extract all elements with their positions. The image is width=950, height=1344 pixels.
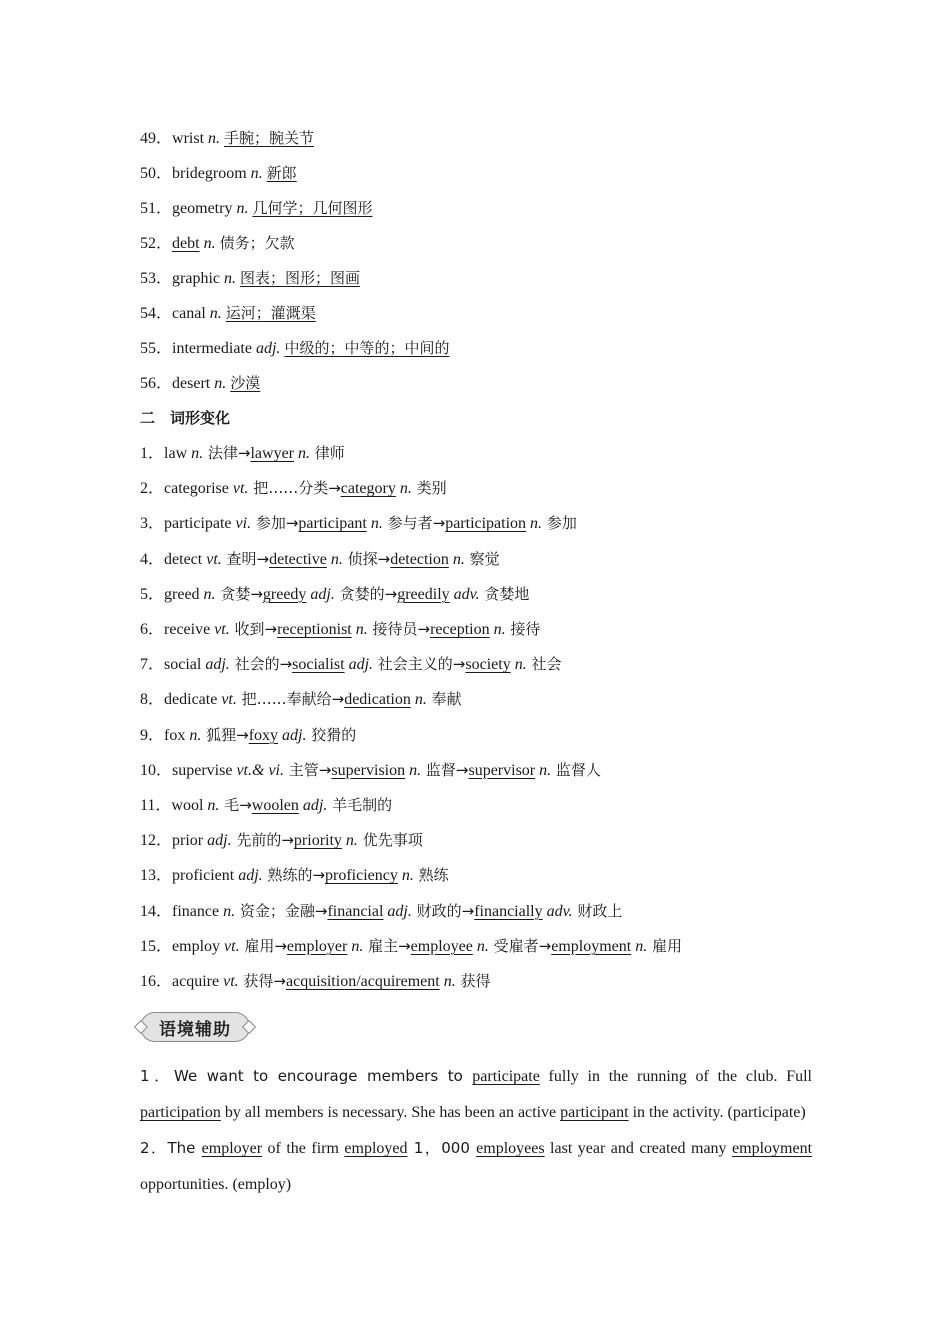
- item-number: 11．: [140, 797, 172, 814]
- part-of-speech: vt.: [232, 480, 249, 498]
- part-of-speech: adj.: [207, 832, 232, 850]
- item-number: 49．: [140, 130, 173, 147]
- word-form-item: [140, 864, 449, 886]
- text-segment: 社会: [526, 655, 562, 674]
- part-of-speech: vt.: [214, 621, 230, 638]
- part-of-speech: n.: [224, 270, 236, 287]
- part-of-speech: n.: [635, 937, 648, 955]
- part-of-speech: vt.: [223, 973, 239, 990]
- text-segment: 把……分类→: [248, 479, 341, 498]
- item-number: 7．: [140, 656, 165, 674]
- text-segment: 察觉: [464, 549, 500, 568]
- part-of-speech: n.: [370, 515, 383, 533]
- text-segment: 主管→: [284, 760, 332, 779]
- text-segment: 侦探→: [342, 549, 391, 568]
- text-segment: 受雇者→: [488, 936, 552, 955]
- word-form-item: [140, 935, 682, 957]
- answer-blank: greedily: [397, 585, 450, 603]
- answer-blank: lawyer: [250, 445, 294, 462]
- text-segment: last year and created many: [544, 1140, 733, 1157]
- vocab-meaning: 沙漠: [230, 374, 261, 392]
- part-of-speech: n.: [189, 726, 202, 744]
- text-segment: finance: [172, 902, 224, 920]
- badge-ornament-left: [134, 1020, 148, 1034]
- answer-blank: employed: [344, 1140, 408, 1157]
- part-of-speech: n.: [203, 585, 216, 603]
- text-segment: 法律→: [203, 444, 251, 462]
- part-of-speech: n.: [476, 937, 489, 955]
- answer-blank: foxy: [248, 726, 279, 744]
- text-segment: 获得: [455, 972, 491, 990]
- part-of-speech: n.: [207, 797, 220, 814]
- part-of-speech: n.: [530, 515, 543, 533]
- text-segment: 参加: [542, 514, 577, 533]
- part-of-speech: n.: [345, 832, 358, 850]
- text-segment: 狡猾的: [306, 725, 357, 744]
- text-segment: 优先事项: [357, 831, 423, 850]
- part-of-speech: n.: [514, 656, 527, 674]
- text-segment: 接待: [505, 620, 541, 638]
- answer-blank: receptionist: [277, 621, 352, 638]
- vocab-word: intermediate: [172, 340, 252, 357]
- text-segment: 律师: [310, 444, 345, 462]
- word-form-item: [140, 548, 500, 570]
- part-of-speech: n.: [203, 235, 216, 252]
- text-segment: 2．The: [140, 1139, 202, 1157]
- text-segment: 类别: [411, 479, 447, 498]
- part-of-speech: adv.: [546, 902, 573, 920]
- text-segment: fully in the running of the club. Full: [539, 1068, 812, 1085]
- answer-blank: woolen: [251, 797, 299, 814]
- part-of-speech: n.: [351, 937, 364, 955]
- text-segment: 监督→: [421, 760, 469, 779]
- part-of-speech: n.: [250, 165, 263, 182]
- text-segment: categorise: [164, 480, 233, 498]
- item-number: 12．: [140, 832, 173, 850]
- answer-blank: socialist: [292, 656, 345, 674]
- word-form-item: [140, 759, 601, 781]
- vocab-meaning: 手腕；腕关节: [224, 129, 315, 147]
- vocab-item: [140, 127, 314, 149]
- context-paragraph: [140, 1130, 812, 1203]
- answer-blank: dedication: [344, 691, 411, 709]
- word-form-item: [140, 477, 447, 499]
- text-segment: 奉献: [426, 690, 462, 709]
- item-number: 16．: [140, 973, 173, 990]
- text-segment: 财政的→: [411, 901, 475, 920]
- text-segment: 资金；金融→: [235, 901, 328, 920]
- text-segment: 参加→: [251, 514, 299, 533]
- text-segment: 参与者→: [382, 514, 446, 533]
- item-number: 6．: [140, 621, 165, 638]
- part-of-speech: n.: [401, 867, 414, 885]
- item-number: 51．: [140, 200, 173, 217]
- answer-blank: category: [340, 480, 396, 498]
- vocab-item: [140, 232, 295, 254]
- badge-ornament-right: [242, 1020, 256, 1034]
- item-number: 15．: [140, 937, 173, 955]
- part-of-speech: n.: [355, 621, 368, 638]
- item-number: 14．: [140, 902, 173, 920]
- answer-blank: employee: [410, 937, 473, 955]
- text-segment: wool: [171, 797, 208, 814]
- answer-blank: participant: [560, 1104, 629, 1121]
- answer-blank: detective: [269, 550, 327, 568]
- answer-blank: proficiency: [325, 867, 398, 885]
- part-of-speech: adj.: [282, 726, 307, 744]
- answer-blank: detection: [390, 550, 449, 568]
- answer-blank: employees: [476, 1140, 545, 1157]
- vocab-word: graphic: [172, 270, 220, 287]
- text-segment: proficient: [172, 867, 239, 885]
- answer-blank: society: [465, 656, 511, 674]
- text-segment: greed: [164, 585, 204, 603]
- word-form-item: [140, 583, 529, 605]
- word-form-item: [140, 829, 423, 851]
- item-number: 8．: [140, 691, 165, 709]
- text-segment: 雇用→: [239, 936, 287, 955]
- answer-blank: participation: [140, 1104, 221, 1121]
- part-of-speech: adj.: [205, 656, 230, 674]
- word-form-item: [140, 724, 356, 746]
- text-segment: 监督人: [551, 760, 601, 779]
- part-of-speech: n.: [399, 480, 412, 498]
- part-of-speech: n.: [539, 761, 552, 779]
- part-of-speech: n.: [298, 445, 310, 462]
- text-segment: fox: [164, 726, 190, 744]
- item-number: 3．: [140, 515, 165, 533]
- part-of-speech: vt.: [221, 691, 237, 709]
- text-segment: 狐狸→: [201, 725, 249, 744]
- vocab-item: [140, 372, 260, 394]
- context-paragraph: [140, 1058, 812, 1131]
- text-segment: 贪婪→: [215, 584, 263, 603]
- part-of-speech: n.: [330, 550, 343, 568]
- part-of-speech: adj.: [238, 867, 263, 885]
- vocab-meaning: 新郎: [266, 164, 297, 182]
- part-of-speech: n.: [223, 902, 236, 920]
- answer-blank: supervisor: [468, 761, 536, 779]
- context-section-badge: [140, 1012, 250, 1042]
- item-number: 13．: [140, 867, 173, 885]
- answer-blank: acquisition/acquirement: [285, 973, 440, 990]
- vocab-meaning: 几何学；几何图形: [252, 199, 373, 217]
- text-segment: 羊毛制的: [327, 796, 393, 814]
- item-number: 50．: [140, 165, 173, 182]
- part-of-speech: adj.: [302, 797, 328, 814]
- answer-blank: participant: [298, 515, 367, 533]
- text-segment: 雇用: [647, 936, 682, 955]
- vocab-item: [140, 162, 297, 184]
- vocab-item: [140, 302, 316, 324]
- answer-blank: employer: [286, 937, 348, 955]
- answer-blank: supervision: [331, 761, 406, 779]
- text-segment: 把……奉献给→: [236, 690, 345, 709]
- item-number: 10．: [140, 761, 173, 779]
- text-segment: dedicate: [164, 691, 222, 709]
- text-segment: 先前的→: [231, 831, 294, 850]
- vocab-item: [140, 267, 360, 289]
- item-number: 1．: [140, 445, 165, 462]
- part-of-speech: n.: [493, 621, 506, 638]
- vocab-word: bridegroom: [172, 165, 247, 182]
- text-segment: 熟练的→: [262, 866, 326, 885]
- part-of-speech: adj.: [348, 656, 374, 674]
- text-segment: 接待员→: [367, 620, 431, 638]
- item-number: 9．: [140, 726, 165, 744]
- text-segment: 社会的→: [229, 655, 293, 674]
- part-of-speech: adj.: [387, 902, 412, 920]
- vocab-item: [140, 197, 372, 219]
- vocab-word: geometry: [172, 200, 233, 217]
- text-segment: 毛→: [219, 796, 252, 814]
- text-segment: 财政上: [572, 901, 623, 920]
- vocab-meaning: 中级的；中等的；中间的: [284, 339, 450, 357]
- text-segment: opportunities. (employ): [140, 1176, 292, 1193]
- part-of-speech: n.: [414, 691, 427, 709]
- answer-blank: participate: [472, 1068, 540, 1085]
- section-heading: 二 词形变化: [140, 409, 231, 427]
- item-number: 55．: [140, 340, 173, 357]
- text-segment: in the activity. (participate): [628, 1104, 806, 1121]
- vocab-word: wrist: [172, 130, 205, 147]
- text-segment: acquire: [172, 973, 224, 990]
- text-segment: employ: [172, 937, 225, 955]
- answer-blank: financial: [327, 902, 384, 920]
- text-segment: 雇主→: [363, 936, 411, 955]
- vocab-meaning: 债务；欠款: [219, 234, 295, 252]
- vocab-item: [140, 337, 449, 359]
- word-form-item: [140, 794, 392, 816]
- text-segment: 贪婪的→: [334, 584, 398, 603]
- text-segment: by all members is necessary. She has been an active: [220, 1104, 561, 1121]
- part-of-speech: n.: [209, 305, 222, 322]
- part-of-speech: n.: [452, 550, 465, 568]
- answer-blank: reception: [430, 621, 490, 638]
- item-number: 2．: [140, 480, 165, 498]
- word-form-item: [140, 688, 462, 710]
- text-segment: law: [164, 445, 192, 462]
- answer-blank: participation: [445, 515, 527, 533]
- text-segment: 查明→: [221, 549, 270, 568]
- text-segment: 收到→: [229, 620, 278, 638]
- answer-blank: greedy: [262, 585, 307, 603]
- part-of-speech: adj.: [255, 340, 281, 357]
- part-of-speech: n.: [236, 200, 249, 217]
- vocab-meaning: 运河；灌溉渠: [225, 304, 316, 322]
- text-segment: 社会主义的→: [373, 655, 466, 674]
- part-of-speech: n.: [191, 445, 204, 462]
- text-segment: 1，000: [407, 1139, 477, 1157]
- answer-blank: employment: [551, 937, 632, 955]
- text-segment: 熟练: [413, 866, 449, 885]
- item-number: 4．: [140, 550, 165, 568]
- vocab-word: debt: [172, 235, 200, 252]
- text-segment: social: [164, 656, 206, 674]
- part-of-speech: n.: [208, 130, 221, 147]
- text-segment: receive: [164, 621, 215, 638]
- part-of-speech: adj.: [310, 585, 335, 603]
- text-segment: of the firm: [262, 1140, 345, 1157]
- part-of-speech: n.: [409, 761, 422, 779]
- answer-blank: financially: [474, 902, 543, 920]
- text-segment: prior: [172, 832, 208, 850]
- text-segment: 贪婪地: [479, 584, 530, 603]
- word-form-item: [140, 618, 540, 640]
- part-of-speech: n.: [214, 375, 227, 392]
- part-of-speech: vt.& vi.: [236, 761, 284, 779]
- text-segment: supervise: [172, 761, 237, 779]
- part-of-speech: adv.: [453, 585, 480, 603]
- item-number: 5．: [140, 585, 165, 603]
- answer-blank: employer: [201, 1140, 263, 1157]
- word-form-item: [140, 512, 577, 534]
- item-number: 52．: [140, 235, 173, 252]
- text-segment: participate: [164, 515, 236, 533]
- part-of-speech: vi.: [235, 515, 252, 533]
- answer-blank: employment: [732, 1140, 813, 1157]
- part-of-speech: n.: [443, 973, 456, 990]
- part-of-speech: vt.: [206, 550, 222, 568]
- vocab-meaning: 图表；图形；图画: [240, 269, 361, 287]
- word-form-item: [140, 900, 622, 922]
- word-form-item: [140, 970, 491, 992]
- text-segment: 1．We want to encourage members to: [140, 1067, 473, 1085]
- item-number: 53．: [140, 270, 173, 287]
- vocab-word: canal: [172, 305, 206, 322]
- text-segment: detect: [164, 550, 207, 568]
- word-form-item: [140, 653, 561, 675]
- item-number: 54．: [140, 305, 173, 322]
- answer-blank: priority: [293, 832, 342, 850]
- text-segment: 获得→: [238, 972, 286, 990]
- item-number: 56．: [140, 375, 173, 392]
- word-form-item: [140, 442, 345, 464]
- vocab-word: desert: [172, 375, 211, 392]
- badge-title: 语境辅助: [159, 1019, 231, 1040]
- part-of-speech: vt.: [224, 937, 240, 955]
